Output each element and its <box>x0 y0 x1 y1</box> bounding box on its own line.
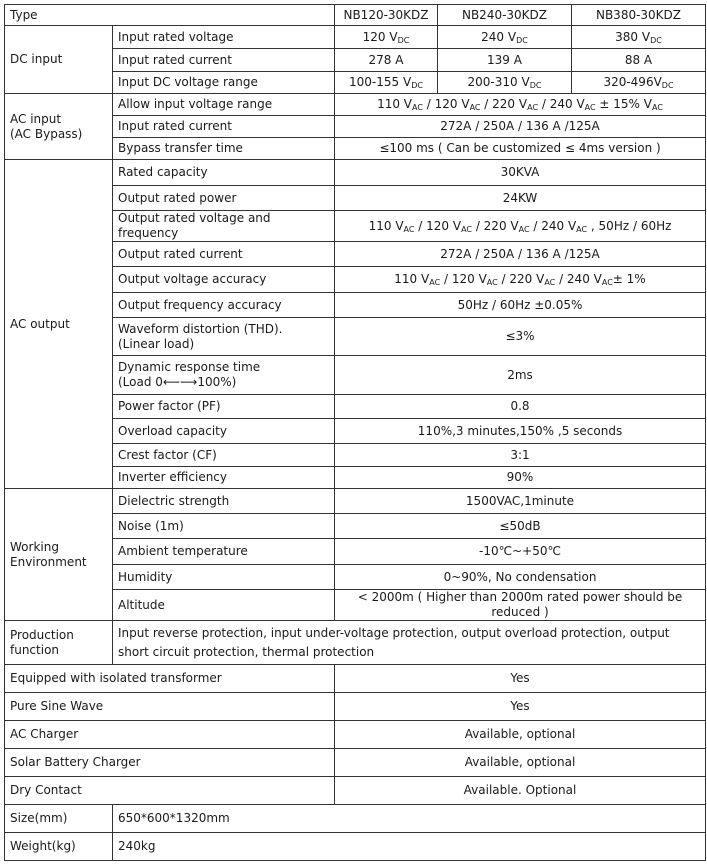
feature-value: Available, optional <box>335 721 706 749</box>
dielectric-label: Dielectric strength <box>113 489 335 514</box>
voltage-freq-value: 110 $V_{AC} / 120$ $V_{AC} / 220$ $V_{AC} / 240$ $V_{AC}$ , 50Hz / 60Hz <box>335 211 706 242</box>
model-1: NB120-30KDZ <box>335 5 438 26</box>
out-rated-current-label: Output rated current <box>113 242 335 267</box>
rated-capacity-row <box>5 160 706 186</box>
working-env-group: Working Environment <box>5 489 113 621</box>
crest-factor-label: Crest factor (CF) <box>113 444 335 467</box>
ac-allow-range-row <box>5 94 706 116</box>
noise-value: ≤50dB <box>335 514 706 539</box>
humidity-value: 0~90%, No condensation <box>335 565 706 590</box>
model-3: NB380-30KDZ <box>572 5 706 26</box>
dielectric-row <box>5 489 706 514</box>
overload-label: Overload capacity <box>113 419 335 444</box>
dielectric-value: 1500VAC,1minute <box>335 489 706 514</box>
feature-label: Equipped with isolated transformer <box>5 665 335 693</box>
feature-value: Available, optional <box>335 749 706 777</box>
feature-label: AC Charger <box>5 721 335 749</box>
ambient-temp-value: -10℃~+50℃ <box>335 539 706 565</box>
feature-label: Solar Battery Charger <box>5 749 335 777</box>
dc-input-group: DC input <box>5 26 113 94</box>
dc-rated-current-label: Input rated current <box>113 49 335 72</box>
bypass-time-value: ≤100 ms ( Can be customized ≤ 4ms version ) <box>335 138 706 160</box>
dc-voltage-range-1: 100-155 $V_{DC}$ <box>335 72 438 94</box>
dc-rated-current-3: 88 A <box>572 49 706 72</box>
feature-row <box>5 693 706 721</box>
ambient-temp-label: Ambient temperature <box>113 539 335 565</box>
feature-label: Pure Sine Wave <box>5 693 335 721</box>
ac-allow-range-label: Allow input voltage range <box>113 94 335 116</box>
rated-power-label: Output rated power <box>113 186 335 211</box>
dc-voltage-range-label: Input DC voltage range <box>113 72 335 94</box>
feature-row <box>5 665 706 693</box>
voltage-freq-label: Output rated voltage and frequency <box>113 211 335 242</box>
overload-value: 110%,3 minutes,150% ,5 seconds <box>335 419 706 444</box>
dynamic-response-label: Dynamic response time (Load 0⟵⟶100%) <box>113 356 335 395</box>
dc-rated-voltage-1: 120 $V_{DC}$ <box>335 26 438 49</box>
rated-capacity-value: 30KVA <box>335 160 706 186</box>
thd-value: ≤3% <box>335 318 706 356</box>
power-factor-label: Power factor (PF) <box>113 395 335 419</box>
feature-value: Available. Optional <box>335 777 706 805</box>
crest-factor-value: 3:1 <box>335 444 706 467</box>
bypass-time-label: Bypass transfer time <box>113 138 335 160</box>
size-value: 650*600*1320mm <box>113 805 706 833</box>
thd-label: Waveform distortion (THD). (Linear load) <box>113 318 335 356</box>
dynamic-response-value: 2ms <box>335 356 706 395</box>
voltage-accuracy-label: Output voltage accuracy <box>113 267 335 293</box>
dc-voltage-range-3: $320-496V_{DC}$ <box>572 72 706 94</box>
dc-voltage-range-2: 200-310 $V_{DC}$ <box>438 72 572 94</box>
rated-power-value: 24KW <box>335 186 706 211</box>
size-row <box>5 805 706 833</box>
inverter-eff-value: 90% <box>335 467 706 489</box>
out-rated-current-value: 272A / 250A / 136 A /125A <box>335 242 706 267</box>
inverter-eff-label: Inverter efficiency <box>113 467 335 489</box>
freq-accuracy-value: 50Hz / 60Hz ±0.05% <box>335 293 706 318</box>
feature-value: Yes <box>335 693 706 721</box>
size-label: Size(mm) <box>5 805 113 833</box>
weight-value: 240kg <box>113 833 706 861</box>
spec-table <box>4 4 706 861</box>
feature-value: Yes <box>335 665 706 693</box>
altitude-value: < 2000m ( Higher than 2000m rated power should be reduced ) <box>335 590 706 621</box>
dc-rated-voltage-3: 380 $V_{DC}$ <box>572 26 706 49</box>
power-factor-value: 0.8 <box>335 395 706 419</box>
model-2: NB240-30KDZ <box>438 5 572 26</box>
type-label: Type <box>5 5 335 26</box>
ac-input-group: AC input (AC Bypass) <box>5 94 113 160</box>
dc-rated-current-2: 139 A <box>438 49 572 72</box>
ac-output-group: AC output <box>5 160 113 489</box>
ac-in-rated-current-value: 272A / 250A / 136 A /125A <box>335 116 706 138</box>
voltage-accuracy-value: 110 $V_{AC} / 120$ $V_{AC} / 220$ $V_{AC} / 240$ $V_{AC}\pm 1\%$ <box>335 267 706 293</box>
noise-label: Noise (1m) <box>113 514 335 539</box>
dc-rated-voltage-2: 240 $V_{DC}$ <box>438 26 572 49</box>
ac-in-rated-current-label: Input rated current <box>113 116 335 138</box>
freq-accuracy-label: Output frequency accuracy <box>113 293 335 318</box>
ac-allow-range-value: 110 $V_{AC} / 120$ $V_{AC} / 220$ $V_{AC} / 240$ $V_{AC} \pm 15\%$ $V_{AC}$ <box>335 94 706 116</box>
dc-rated-voltage-row <box>5 26 706 49</box>
weight-label: Weight(kg) <box>5 833 113 861</box>
rated-capacity-label: Rated capacity <box>113 160 335 186</box>
feature-row <box>5 777 706 805</box>
altitude-label: Altitude <box>113 590 335 621</box>
humidity-label: Humidity <box>113 565 335 590</box>
dc-rated-voltage-label: Input rated voltage <box>113 26 335 49</box>
feature-row <box>5 721 706 749</box>
production-row <box>5 621 706 665</box>
weight-row <box>5 833 706 861</box>
production-value: Input reverse protection, input under-voltage protection, output overload protection, output short circuit protection, thermal protection <box>113 621 706 665</box>
feature-row <box>5 749 706 777</box>
header-row <box>5 5 706 26</box>
production-label: Production function <box>5 621 113 665</box>
dc-rated-current-1: 278 A <box>335 49 438 72</box>
feature-label: Dry Contact <box>5 777 335 805</box>
